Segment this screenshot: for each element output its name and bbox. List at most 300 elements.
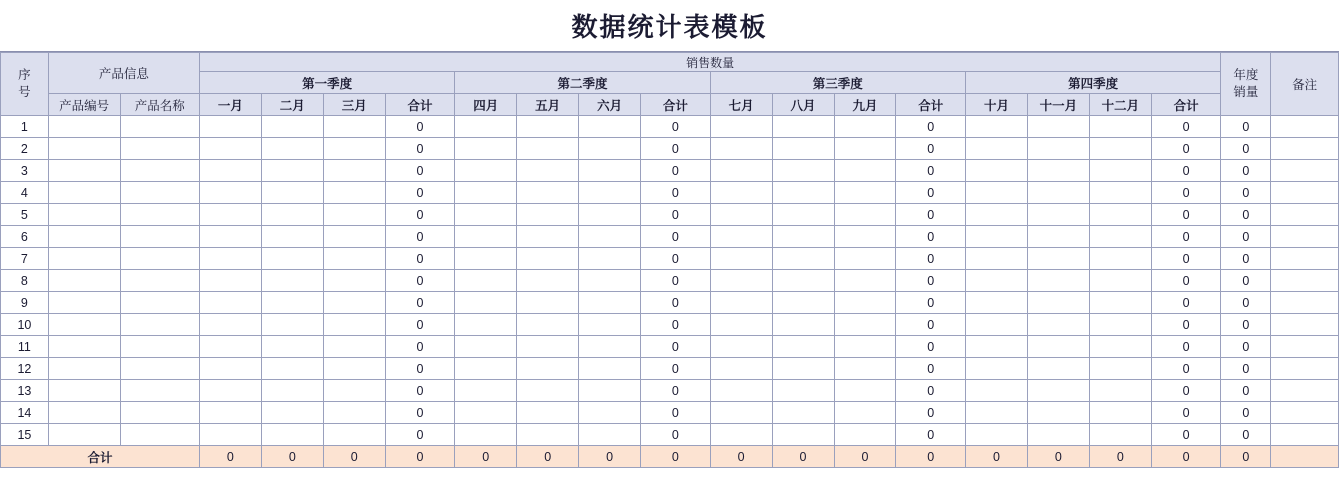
row-month-10[interactable]	[965, 336, 1027, 358]
row-annual-sales[interactable]: 0	[1221, 292, 1271, 314]
row-index[interactable]: 7	[1, 248, 49, 270]
row-product-code[interactable]	[48, 424, 120, 446]
row-month-5[interactable]	[517, 424, 579, 446]
row-month-4[interactable]	[455, 116, 517, 138]
row-month-2[interactable]	[261, 314, 323, 336]
row-month-9[interactable]	[834, 226, 896, 248]
row-month-12[interactable]	[1089, 424, 1151, 446]
row-remark[interactable]	[1271, 116, 1339, 138]
row-subtotal-q1[interactable]: 0	[385, 138, 455, 160]
row-remark[interactable]	[1271, 292, 1339, 314]
row-month-5[interactable]	[517, 182, 579, 204]
row-remark[interactable]	[1271, 248, 1339, 270]
row-month-4[interactable]	[455, 424, 517, 446]
row-month-3[interactable]	[323, 182, 385, 204]
row-subtotal-q1[interactable]: 0	[385, 380, 455, 402]
row-subtotal-q1[interactable]: 0	[385, 292, 455, 314]
row-month-9[interactable]	[834, 314, 896, 336]
row-subtotal-q2[interactable]: 0	[641, 160, 711, 182]
row-month-7[interactable]	[710, 314, 772, 336]
row-index[interactable]: 6	[1, 226, 49, 248]
row-product-code[interactable]	[48, 116, 120, 138]
row-subtotal-q4[interactable]: 0	[1151, 270, 1221, 292]
row-month-11[interactable]	[1027, 402, 1089, 424]
row-subtotal-q1[interactable]: 0	[385, 336, 455, 358]
row-product-name[interactable]	[120, 116, 199, 138]
row-subtotal-q1[interactable]: 0	[385, 160, 455, 182]
row-month-3[interactable]	[323, 424, 385, 446]
row-subtotal-q4[interactable]: 0	[1151, 226, 1221, 248]
row-month-7[interactable]	[710, 270, 772, 292]
row-annual-sales[interactable]: 0	[1221, 358, 1271, 380]
row-month-9[interactable]	[834, 292, 896, 314]
row-month-2[interactable]	[261, 402, 323, 424]
row-month-7[interactable]	[710, 160, 772, 182]
row-month-11[interactable]	[1027, 292, 1089, 314]
row-month-4[interactable]	[455, 138, 517, 160]
row-month-3[interactable]	[323, 380, 385, 402]
row-month-7[interactable]	[710, 204, 772, 226]
row-subtotal-q3[interactable]: 0	[896, 116, 966, 138]
row-annual-sales[interactable]: 0	[1221, 116, 1271, 138]
row-index[interactable]: 14	[1, 402, 49, 424]
footer-month-7[interactable]: 0	[710, 446, 772, 468]
row-product-code[interactable]	[48, 336, 120, 358]
row-remark[interactable]	[1271, 160, 1339, 182]
row-month-10[interactable]	[965, 160, 1027, 182]
row-annual-sales[interactable]: 0	[1221, 226, 1271, 248]
row-month-9[interactable]	[834, 248, 896, 270]
footer-month-9[interactable]: 0	[834, 446, 896, 468]
footer-month-5[interactable]: 0	[517, 446, 579, 468]
row-month-4[interactable]	[455, 204, 517, 226]
row-subtotal-q4[interactable]: 0	[1151, 380, 1221, 402]
footer-subtotal-q4[interactable]: 0	[1151, 446, 1221, 468]
row-product-name[interactable]	[120, 270, 199, 292]
row-month-6[interactable]	[579, 116, 641, 138]
row-month-12[interactable]	[1089, 226, 1151, 248]
row-product-code[interactable]	[48, 358, 120, 380]
row-month-11[interactable]	[1027, 336, 1089, 358]
row-month-1[interactable]	[199, 116, 261, 138]
row-product-name[interactable]	[120, 248, 199, 270]
row-subtotal-q2[interactable]: 0	[641, 270, 711, 292]
row-month-9[interactable]	[834, 138, 896, 160]
row-annual-sales[interactable]: 0	[1221, 204, 1271, 226]
row-index[interactable]: 8	[1, 270, 49, 292]
row-month-7[interactable]	[710, 226, 772, 248]
row-month-8[interactable]	[772, 402, 834, 424]
row-month-5[interactable]	[517, 138, 579, 160]
row-subtotal-q1[interactable]: 0	[385, 270, 455, 292]
footer-month-3[interactable]: 0	[323, 446, 385, 468]
row-month-7[interactable]	[710, 336, 772, 358]
row-month-3[interactable]	[323, 402, 385, 424]
row-subtotal-q3[interactable]: 0	[896, 204, 966, 226]
row-subtotal-q4[interactable]: 0	[1151, 424, 1221, 446]
row-month-6[interactable]	[579, 204, 641, 226]
row-remark[interactable]	[1271, 336, 1339, 358]
row-month-6[interactable]	[579, 160, 641, 182]
row-month-12[interactable]	[1089, 248, 1151, 270]
row-month-1[interactable]	[199, 402, 261, 424]
row-subtotal-q2[interactable]: 0	[641, 358, 711, 380]
row-product-name[interactable]	[120, 182, 199, 204]
row-remark[interactable]	[1271, 380, 1339, 402]
row-subtotal-q1[interactable]: 0	[385, 424, 455, 446]
row-month-10[interactable]	[965, 314, 1027, 336]
row-month-11[interactable]	[1027, 226, 1089, 248]
row-month-8[interactable]	[772, 226, 834, 248]
row-index[interactable]: 12	[1, 358, 49, 380]
row-index[interactable]: 3	[1, 160, 49, 182]
row-month-5[interactable]	[517, 358, 579, 380]
row-month-1[interactable]	[199, 160, 261, 182]
row-subtotal-q4[interactable]: 0	[1151, 292, 1221, 314]
row-month-4[interactable]	[455, 248, 517, 270]
row-month-5[interactable]	[517, 116, 579, 138]
row-month-9[interactable]	[834, 116, 896, 138]
row-month-2[interactable]	[261, 138, 323, 160]
row-month-12[interactable]	[1089, 358, 1151, 380]
row-month-2[interactable]	[261, 248, 323, 270]
row-month-9[interactable]	[834, 336, 896, 358]
row-month-7[interactable]	[710, 248, 772, 270]
row-month-4[interactable]	[455, 182, 517, 204]
row-remark[interactable]	[1271, 204, 1339, 226]
row-product-name[interactable]	[120, 292, 199, 314]
row-subtotal-q1[interactable]: 0	[385, 182, 455, 204]
row-month-6[interactable]	[579, 358, 641, 380]
row-product-code[interactable]	[48, 380, 120, 402]
row-product-name[interactable]	[120, 314, 199, 336]
row-annual-sales[interactable]: 0	[1221, 380, 1271, 402]
row-month-5[interactable]	[517, 248, 579, 270]
footer-annual-sales[interactable]: 0	[1221, 446, 1271, 468]
row-product-name[interactable]	[120, 160, 199, 182]
row-product-name[interactable]	[120, 424, 199, 446]
row-month-1[interactable]	[199, 270, 261, 292]
row-month-3[interactable]	[323, 248, 385, 270]
row-month-8[interactable]	[772, 336, 834, 358]
row-month-4[interactable]	[455, 402, 517, 424]
row-month-9[interactable]	[834, 270, 896, 292]
row-month-8[interactable]	[772, 248, 834, 270]
row-month-5[interactable]	[517, 160, 579, 182]
footer-subtotal-q2[interactable]: 0	[641, 446, 711, 468]
row-month-1[interactable]	[199, 424, 261, 446]
row-subtotal-q4[interactable]: 0	[1151, 160, 1221, 182]
row-month-7[interactable]	[710, 358, 772, 380]
row-month-3[interactable]	[323, 204, 385, 226]
row-month-10[interactable]	[965, 292, 1027, 314]
row-month-6[interactable]	[579, 314, 641, 336]
row-month-1[interactable]	[199, 138, 261, 160]
row-index[interactable]: 13	[1, 380, 49, 402]
row-month-2[interactable]	[261, 182, 323, 204]
row-subtotal-q4[interactable]: 0	[1151, 314, 1221, 336]
row-month-6[interactable]	[579, 226, 641, 248]
footer-month-10[interactable]: 0	[965, 446, 1027, 468]
row-subtotal-q3[interactable]: 0	[896, 380, 966, 402]
row-product-code[interactable]	[48, 292, 120, 314]
row-month-2[interactable]	[261, 160, 323, 182]
row-month-11[interactable]	[1027, 424, 1089, 446]
row-month-10[interactable]	[965, 380, 1027, 402]
row-subtotal-q4[interactable]: 0	[1151, 336, 1221, 358]
row-product-code[interactable]	[48, 138, 120, 160]
row-product-code[interactable]	[48, 226, 120, 248]
row-month-6[interactable]	[579, 138, 641, 160]
row-annual-sales[interactable]: 0	[1221, 138, 1271, 160]
row-month-4[interactable]	[455, 292, 517, 314]
row-subtotal-q3[interactable]: 0	[896, 182, 966, 204]
row-month-8[interactable]	[772, 424, 834, 446]
row-month-10[interactable]	[965, 270, 1027, 292]
row-month-12[interactable]	[1089, 182, 1151, 204]
row-month-2[interactable]	[261, 358, 323, 380]
row-annual-sales[interactable]: 0	[1221, 424, 1271, 446]
row-product-code[interactable]	[48, 160, 120, 182]
footer-month-8[interactable]: 0	[772, 446, 834, 468]
row-month-3[interactable]	[323, 160, 385, 182]
row-month-9[interactable]	[834, 402, 896, 424]
row-month-8[interactable]	[772, 204, 834, 226]
row-month-11[interactable]	[1027, 380, 1089, 402]
row-subtotal-q1[interactable]: 0	[385, 116, 455, 138]
row-subtotal-q2[interactable]: 0	[641, 314, 711, 336]
row-month-12[interactable]	[1089, 138, 1151, 160]
row-subtotal-q2[interactable]: 0	[641, 204, 711, 226]
row-product-name[interactable]	[120, 336, 199, 358]
row-month-9[interactable]	[834, 204, 896, 226]
row-subtotal-q1[interactable]: 0	[385, 358, 455, 380]
row-month-12[interactable]	[1089, 380, 1151, 402]
row-subtotal-q2[interactable]: 0	[641, 292, 711, 314]
row-subtotal-q3[interactable]: 0	[896, 138, 966, 160]
row-month-2[interactable]	[261, 424, 323, 446]
row-month-3[interactable]	[323, 336, 385, 358]
row-subtotal-q2[interactable]: 0	[641, 402, 711, 424]
row-subtotal-q2[interactable]: 0	[641, 182, 711, 204]
row-subtotal-q2[interactable]: 0	[641, 116, 711, 138]
row-month-1[interactable]	[199, 292, 261, 314]
row-month-5[interactable]	[517, 292, 579, 314]
row-index[interactable]: 15	[1, 424, 49, 446]
row-month-11[interactable]	[1027, 314, 1089, 336]
row-annual-sales[interactable]: 0	[1221, 314, 1271, 336]
row-month-11[interactable]	[1027, 204, 1089, 226]
row-annual-sales[interactable]: 0	[1221, 182, 1271, 204]
row-subtotal-q2[interactable]: 0	[641, 248, 711, 270]
row-month-12[interactable]	[1089, 402, 1151, 424]
row-subtotal-q2[interactable]: 0	[641, 138, 711, 160]
row-subtotal-q1[interactable]: 0	[385, 314, 455, 336]
row-month-2[interactable]	[261, 204, 323, 226]
row-product-code[interactable]	[48, 204, 120, 226]
footer-month-4[interactable]: 0	[455, 446, 517, 468]
row-month-3[interactable]	[323, 116, 385, 138]
row-index[interactable]: 11	[1, 336, 49, 358]
row-subtotal-q2[interactable]: 0	[641, 380, 711, 402]
row-subtotal-q4[interactable]: 0	[1151, 248, 1221, 270]
row-subtotal-q4[interactable]: 0	[1151, 116, 1221, 138]
row-month-5[interactable]	[517, 270, 579, 292]
footer-month-1[interactable]: 0	[199, 446, 261, 468]
row-month-10[interactable]	[965, 248, 1027, 270]
row-index[interactable]: 9	[1, 292, 49, 314]
row-subtotal-q3[interactable]: 0	[896, 270, 966, 292]
row-product-name[interactable]	[120, 358, 199, 380]
row-month-9[interactable]	[834, 182, 896, 204]
row-remark[interactable]	[1271, 424, 1339, 446]
row-month-1[interactable]	[199, 226, 261, 248]
row-month-7[interactable]	[710, 182, 772, 204]
row-month-9[interactable]	[834, 380, 896, 402]
row-month-11[interactable]	[1027, 358, 1089, 380]
row-month-2[interactable]	[261, 116, 323, 138]
row-month-10[interactable]	[965, 402, 1027, 424]
row-month-8[interactable]	[772, 138, 834, 160]
row-month-5[interactable]	[517, 204, 579, 226]
row-month-4[interactable]	[455, 160, 517, 182]
footer-month-6[interactable]: 0	[579, 446, 641, 468]
row-month-11[interactable]	[1027, 270, 1089, 292]
row-annual-sales[interactable]: 0	[1221, 270, 1271, 292]
row-remark[interactable]	[1271, 138, 1339, 160]
row-month-5[interactable]	[517, 402, 579, 424]
row-month-2[interactable]	[261, 270, 323, 292]
row-month-11[interactable]	[1027, 138, 1089, 160]
row-month-7[interactable]	[710, 116, 772, 138]
row-month-4[interactable]	[455, 226, 517, 248]
row-subtotal-q2[interactable]: 0	[641, 336, 711, 358]
row-month-8[interactable]	[772, 380, 834, 402]
row-month-11[interactable]	[1027, 116, 1089, 138]
row-product-code[interactable]	[48, 402, 120, 424]
row-month-5[interactable]	[517, 336, 579, 358]
row-month-4[interactable]	[455, 270, 517, 292]
row-month-1[interactable]	[199, 380, 261, 402]
row-subtotal-q3[interactable]: 0	[896, 292, 966, 314]
row-month-6[interactable]	[579, 424, 641, 446]
row-subtotal-q1[interactable]: 0	[385, 226, 455, 248]
row-month-3[interactable]	[323, 138, 385, 160]
row-month-12[interactable]	[1089, 292, 1151, 314]
row-subtotal-q4[interactable]: 0	[1151, 182, 1221, 204]
row-month-6[interactable]	[579, 336, 641, 358]
row-month-4[interactable]	[455, 358, 517, 380]
row-month-10[interactable]	[965, 116, 1027, 138]
row-month-3[interactable]	[323, 358, 385, 380]
row-index[interactable]: 2	[1, 138, 49, 160]
row-month-9[interactable]	[834, 160, 896, 182]
row-month-5[interactable]	[517, 380, 579, 402]
row-annual-sales[interactable]: 0	[1221, 402, 1271, 424]
row-product-name[interactable]	[120, 138, 199, 160]
footer-month-2[interactable]: 0	[261, 446, 323, 468]
row-month-3[interactable]	[323, 292, 385, 314]
row-month-8[interactable]	[772, 182, 834, 204]
row-subtotal-q3[interactable]: 0	[896, 402, 966, 424]
row-month-3[interactable]	[323, 314, 385, 336]
row-month-1[interactable]	[199, 248, 261, 270]
row-month-11[interactable]	[1027, 248, 1089, 270]
row-month-6[interactable]	[579, 380, 641, 402]
row-month-1[interactable]	[199, 358, 261, 380]
row-subtotal-q4[interactable]: 0	[1151, 204, 1221, 226]
row-month-10[interactable]	[965, 358, 1027, 380]
row-month-7[interactable]	[710, 380, 772, 402]
row-month-10[interactable]	[965, 226, 1027, 248]
row-month-10[interactable]	[965, 204, 1027, 226]
row-remark[interactable]	[1271, 358, 1339, 380]
row-month-8[interactable]	[772, 358, 834, 380]
row-month-2[interactable]	[261, 380, 323, 402]
row-month-10[interactable]	[965, 138, 1027, 160]
row-month-6[interactable]	[579, 248, 641, 270]
row-month-8[interactable]	[772, 116, 834, 138]
row-index[interactable]: 4	[1, 182, 49, 204]
row-month-4[interactable]	[455, 314, 517, 336]
footer-remark[interactable]	[1271, 446, 1339, 468]
row-month-7[interactable]	[710, 424, 772, 446]
row-subtotal-q4[interactable]: 0	[1151, 358, 1221, 380]
row-month-11[interactable]	[1027, 160, 1089, 182]
row-remark[interactable]	[1271, 314, 1339, 336]
row-subtotal-q3[interactable]: 0	[896, 336, 966, 358]
row-subtotal-q3[interactable]: 0	[896, 248, 966, 270]
footer-subtotal-q1[interactable]: 0	[385, 446, 455, 468]
row-month-6[interactable]	[579, 182, 641, 204]
row-annual-sales[interactable]: 0	[1221, 336, 1271, 358]
row-month-10[interactable]	[965, 424, 1027, 446]
row-subtotal-q2[interactable]: 0	[641, 424, 711, 446]
row-month-12[interactable]	[1089, 270, 1151, 292]
row-month-10[interactable]	[965, 182, 1027, 204]
row-product-code[interactable]	[48, 182, 120, 204]
row-month-8[interactable]	[772, 160, 834, 182]
row-month-4[interactable]	[455, 336, 517, 358]
row-product-code[interactable]	[48, 270, 120, 292]
row-month-6[interactable]	[579, 402, 641, 424]
row-month-12[interactable]	[1089, 204, 1151, 226]
footer-month-12[interactable]: 0	[1089, 446, 1151, 468]
row-month-7[interactable]	[710, 292, 772, 314]
row-product-name[interactable]	[120, 402, 199, 424]
row-month-12[interactable]	[1089, 336, 1151, 358]
row-month-6[interactable]	[579, 270, 641, 292]
row-subtotal-q3[interactable]: 0	[896, 358, 966, 380]
row-month-1[interactable]	[199, 182, 261, 204]
row-subtotal-q3[interactable]: 0	[896, 314, 966, 336]
row-month-9[interactable]	[834, 424, 896, 446]
row-subtotal-q1[interactable]: 0	[385, 204, 455, 226]
row-month-4[interactable]	[455, 380, 517, 402]
footer-subtotal-q3[interactable]: 0	[896, 446, 966, 468]
row-month-2[interactable]	[261, 336, 323, 358]
row-month-9[interactable]	[834, 358, 896, 380]
row-month-8[interactable]	[772, 270, 834, 292]
row-month-11[interactable]	[1027, 182, 1089, 204]
row-subtotal-q3[interactable]: 0	[896, 424, 966, 446]
row-product-code[interactable]	[48, 248, 120, 270]
row-remark[interactable]	[1271, 226, 1339, 248]
row-subtotal-q3[interactable]: 0	[896, 226, 966, 248]
row-index[interactable]: 10	[1, 314, 49, 336]
row-remark[interactable]	[1271, 402, 1339, 424]
row-product-name[interactable]	[120, 226, 199, 248]
